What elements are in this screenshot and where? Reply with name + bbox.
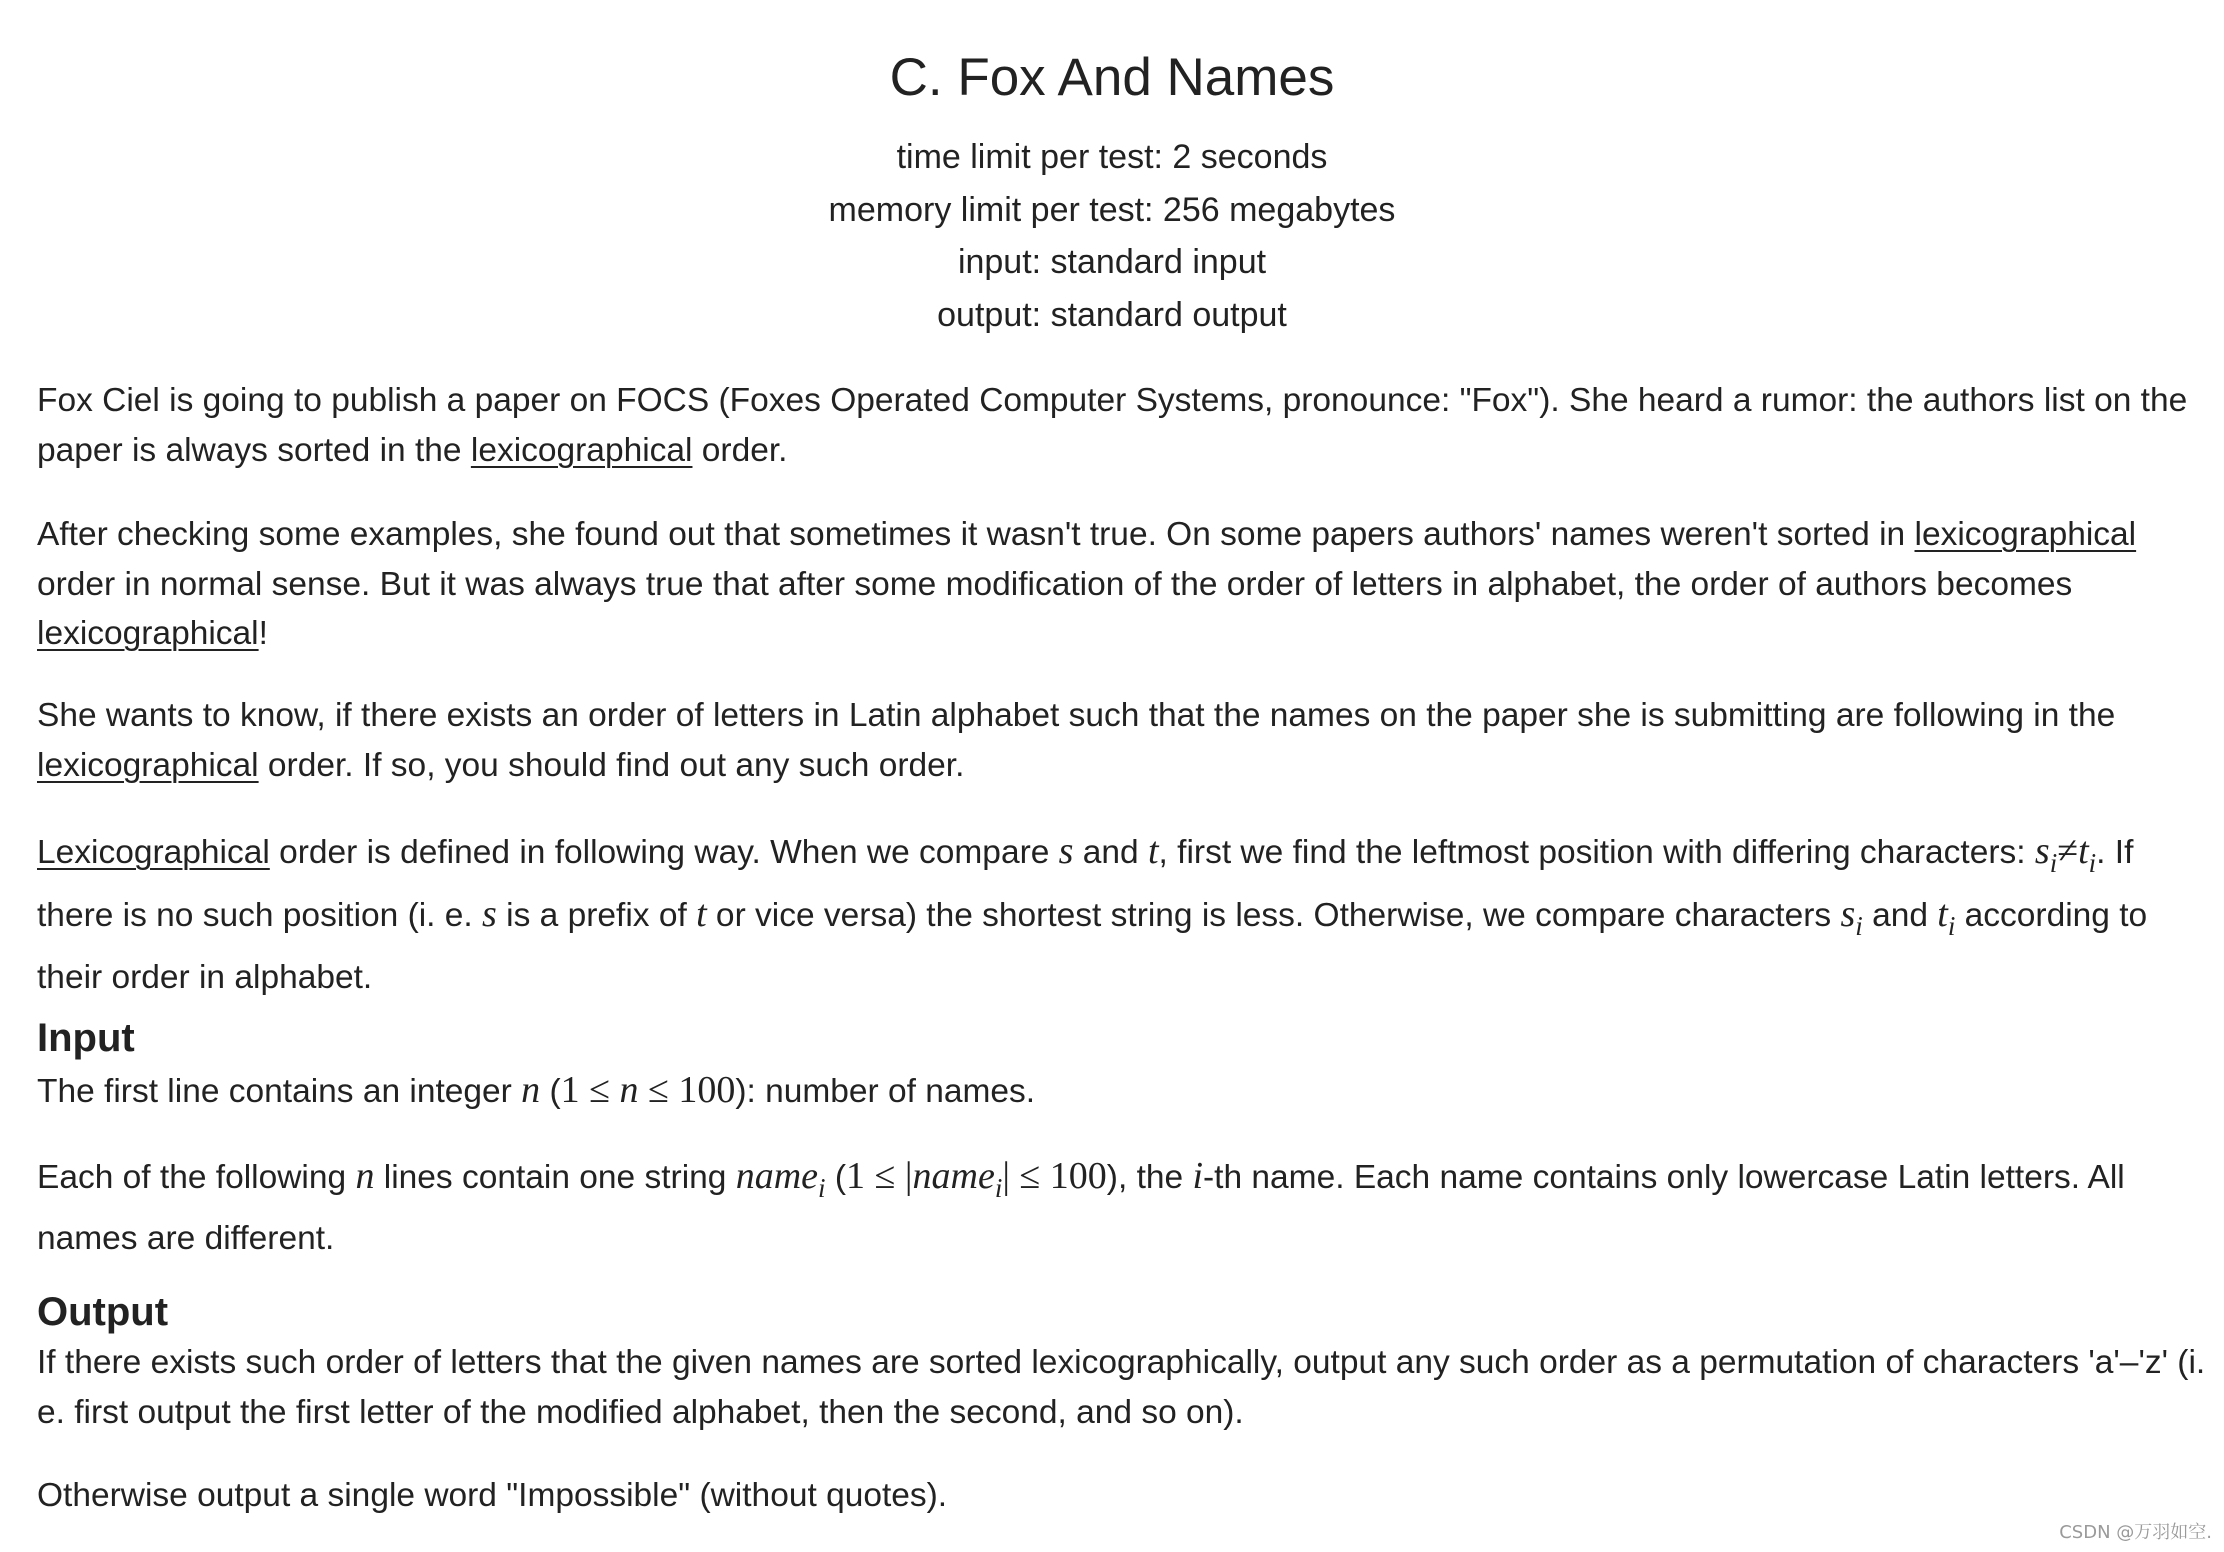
math-t: t (696, 893, 707, 935)
output-line-2: Otherwise output a single word "Impossible" (without quotes). (37, 1477, 948, 1514)
output-heading: Output (37, 1290, 169, 1334)
lexicographical-link[interactable]: Lexicographical (37, 834, 270, 871)
lexicographical-link[interactable]: lexicographical (37, 615, 259, 652)
math-name: name (735, 1155, 819, 1197)
math-subscript: i (2088, 848, 2097, 878)
output-line-1: If there exists such order of letters that the given names are sorted lexicographically, output any such order as a permutation of characters 'a'–'z' (i. e. first output the first letter of the modified alphabet, then the second, and so on). (37, 1344, 2206, 1431)
text: ), the (1106, 1159, 1193, 1196)
math-subscript: i (2049, 848, 2058, 878)
text: , first we find the leftmost position with differing characters: (1158, 834, 2035, 871)
statement-paragraph-3 (37, 691, 2207, 790)
text: order is defined in following way. When we compare (269, 834, 1059, 871)
text: or vice versa) the shortest string is less. Otherwise, we compare characters (706, 897, 1841, 934)
text: according to their order in alphabet. (37, 897, 2148, 996)
watermark: CSDN @万羽如空. (2059, 1522, 2212, 1543)
text: She wants to know, if there exists an order of letters in Latin alphabet such that the names on the paper she is submitting are following in the (37, 697, 2116, 734)
text: Fox Ciel is going to publish a paper on FOCS (Foxes Operated Computer Systems, pronounce: "Fox"). She heard a rumor: the authors list on the paper is always sorted in the (37, 382, 2188, 469)
time-limit: time limit per test: 2 seconds (896, 138, 1328, 176)
text: ( (540, 1073, 561, 1110)
statement-paragraph-2 (37, 510, 2187, 659)
text: After checking some examples, she found out that sometimes it wasn't true. On some papers authors' names weren't sorted in (37, 516, 1915, 553)
text: order. (692, 431, 788, 469)
input-heading: Input (37, 1016, 135, 1060)
lexicographical-link[interactable]: lexicographical (1914, 516, 2137, 553)
input-line-1 (37, 1066, 2197, 1117)
text: -th name. Each name contains only lowercase Latin letters. All names are different. (37, 1159, 2125, 1257)
math-s: s (1058, 830, 1074, 872)
text: Each of the following (37, 1159, 356, 1196)
math-subscript: i (1947, 911, 1956, 941)
lexicographical-link[interactable]: lexicographical (37, 746, 259, 784)
statement-paragraph-4 (37, 826, 2197, 1003)
math-range: | ≤ 100 (1002, 1155, 1107, 1197)
math-subscript: i (1855, 911, 1863, 941)
input-file: input: standard input (957, 243, 1267, 281)
math-n: n (521, 1069, 541, 1111)
math-s: s (482, 893, 497, 935)
output-file: output: standard output (937, 296, 1287, 334)
math-range: ≤ 100 (638, 1069, 736, 1111)
math-s: s (2034, 830, 2050, 872)
text: order. If so, you should find out any such order. (258, 746, 965, 784)
math-subscript: i (818, 1173, 826, 1203)
input-line-2 (37, 1152, 2147, 1263)
text: and (1073, 834, 1148, 871)
math-name: name (912, 1155, 995, 1197)
math-range: 1 ≤ (560, 1069, 620, 1111)
lexicographical-link[interactable]: lexicographical (470, 431, 693, 469)
math-n: n (619, 1069, 639, 1111)
text: ( (825, 1159, 847, 1196)
text: and (1862, 897, 1938, 934)
text: The first line contains an integer (37, 1073, 522, 1110)
problem-title: C. Fox And Names (889, 48, 1335, 107)
math-subscript: i (994, 1173, 1003, 1203)
text: ): number of names. (735, 1073, 1036, 1110)
math-range: 1 ≤ | (846, 1155, 913, 1197)
math-t: t (1937, 893, 1948, 935)
memory-limit: memory limit per test: 256 megabytes (828, 191, 1396, 229)
math-t: t (1147, 830, 1159, 872)
text: order in normal sense. But it was always true that after some modification of the order of letters in alphabet, the order of authors becomes (37, 565, 2073, 603)
math-t: t (2078, 830, 2089, 872)
math-s: s (1840, 893, 1856, 935)
text: lines contain one string (374, 1159, 736, 1196)
text: is a prefix of (496, 897, 697, 934)
statement-paragraph-1 (37, 376, 2197, 475)
text: . If there is no such position (i. e. (37, 834, 2134, 934)
math-i: i (1192, 1155, 1204, 1197)
text: ! (258, 615, 268, 652)
math-n: n (355, 1155, 375, 1197)
math-neq: ≠ (2057, 830, 2079, 872)
